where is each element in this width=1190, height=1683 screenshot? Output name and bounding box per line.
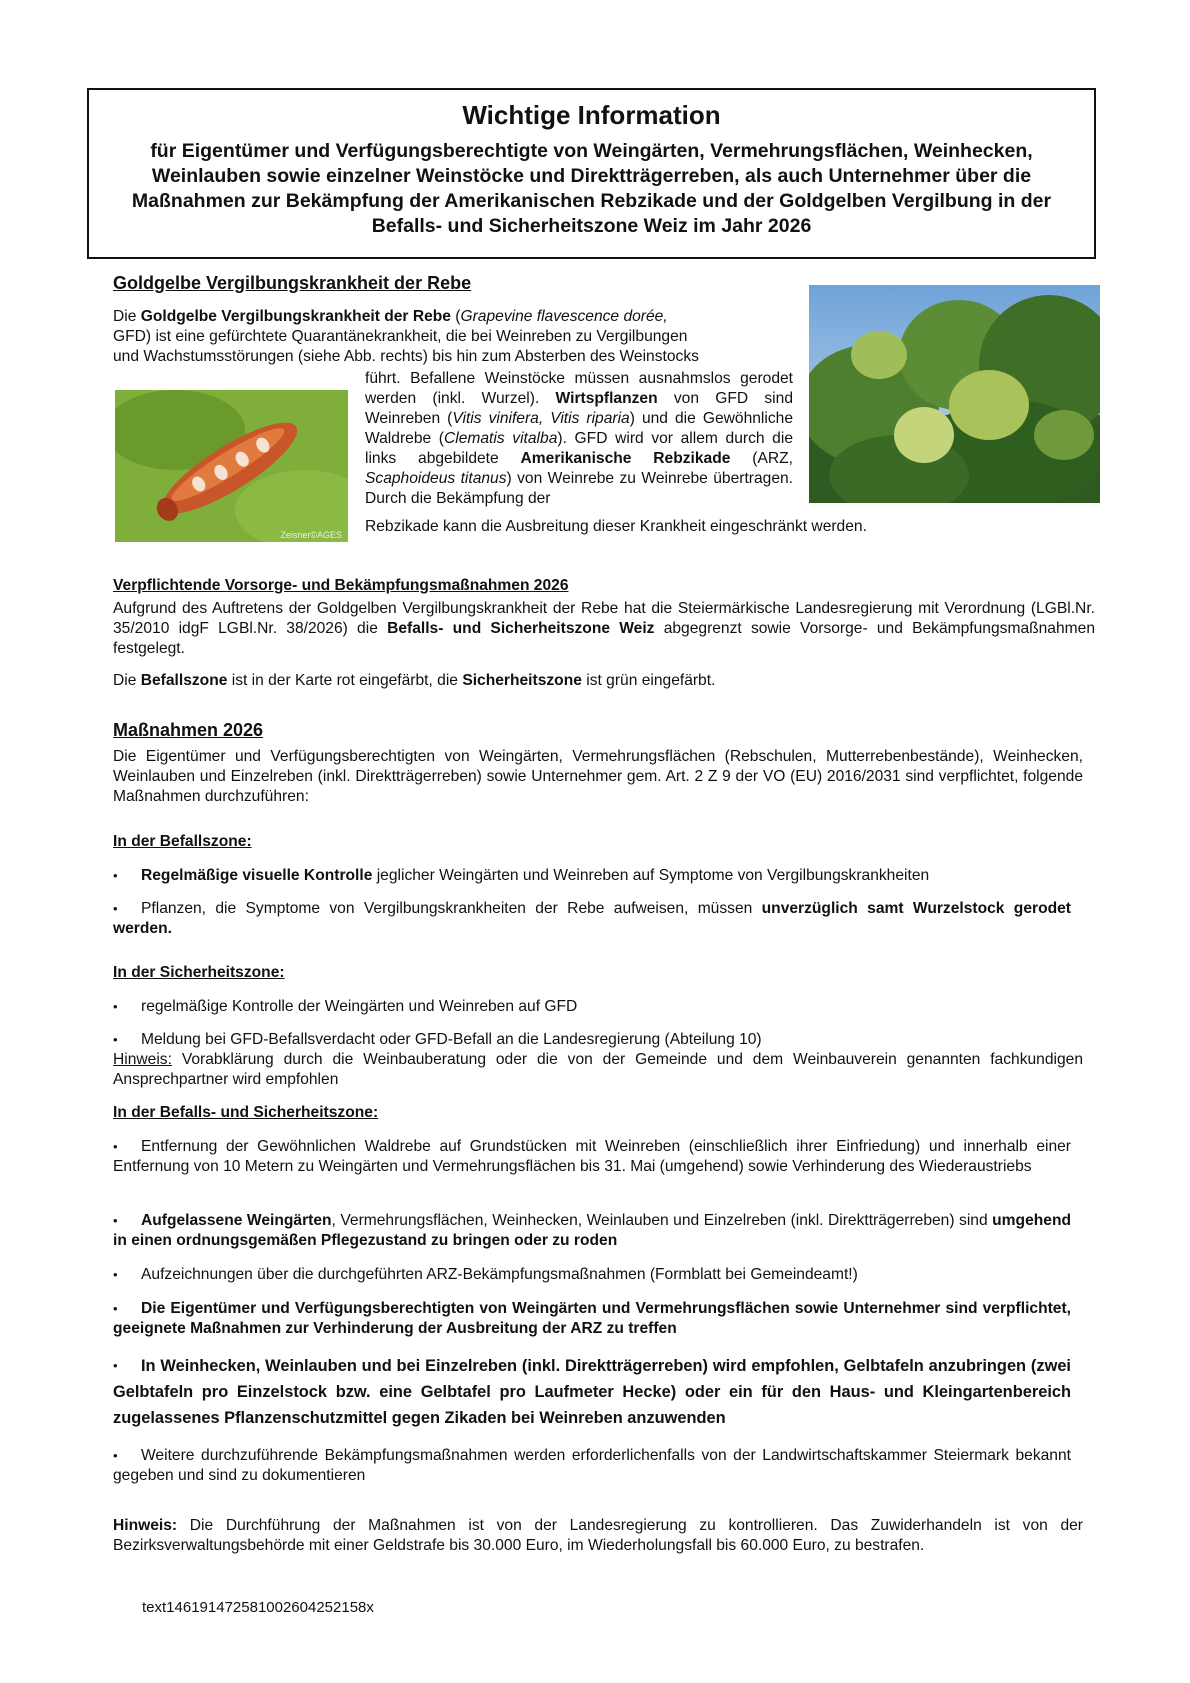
list-item: • Meldung bei GFD-Befallsverdacht oder GFD-Befall an die Landesregierung (Abteilung 10)	[113, 1031, 762, 1048]
vine-leaves-photo	[809, 285, 1100, 503]
gfd-paragraph-top: Die Goldgelbe Vergilbungskrankheit der Rebe (Grapevine flavescence dorée, GFD) ist eine gefürchtete Quarantänekrankheit, die bei Weinreben zu Vergilbungen und Wachstumsstörungen (siehe Abb. rechts) bis hin zum Absterben des Weinstocks	[113, 308, 699, 365]
gfd-paragraph-wrapped: führt. Befallene Weinstöcke müssen ausnahmslos gerodet werden (inkl. Wurzel). Wirtspflanzen von GFD sind Weinreben (Vitis vinifera, Vitis riparia) und die Gewöhnliche Waldrebe (Clematis vitalba). GFD wird vor allem durch die links abgebildete Amerikanische Rebzikade (ARZ, Scaphoideus titanus) von Weinrebe zu Weinrebe übertragen. Durch die Bekämpfung der	[365, 370, 793, 507]
section-heading-gfd: Goldgelbe Vergilbungskrankheit der Rebe	[113, 273, 472, 293]
list-item: • Die Eigentümer und Verfügungsberechtigten von Weingärten und Vermehrungsflächen sowie Unternehmer sind verpflichtet, geeignete Maßnahmen zur Verhinderung der Ausbreitung der ARZ zu treffen	[113, 1300, 1071, 1337]
massnahmen-intro: Die Eigentümer und Verfügungsberechtigten von Weingärten, Vermehrungsflächen (Rebschulen, Mutterrebenbestände), Weinhecken, Weinlauben und Einzelreben (inkl. Direktträgerreben) sowie Unternehmer gem. Art. 2 Z 9 der VO (EU) 2016/2031 sind verpflichtet, folgende Maßnahmen durchzuführen:	[113, 748, 1083, 805]
subheading-befallszone: In der Befallszone:	[113, 833, 252, 850]
list-item: • Aufgelassene Weingärten, Vermehrungsflächen, Weinhecken, Weinlauben und Einzelreben (inkl. Direktträgerreben) sind umgehend in einen ordnungsgemäßen Pflegezustand zu bringen oder zu roden	[113, 1212, 1071, 1249]
list-item: • Pflanzen, die Symptome von Vergilbungskrankheiten der Rebe aufweisen, müssen unverzüglich samt Wurzelstock gerodet werden.	[113, 900, 1071, 937]
photo-credit: Zeisner©AGES	[280, 530, 342, 540]
leafhopper-photo	[115, 390, 348, 542]
subheading-sicherheitszone: In der Sicherheitszone:	[113, 964, 285, 981]
page-subtitle: für Eigentümer und Verfügungsberechtigte von Weingärten, Vermehrungsflächen, Weinhecken, Weinlauben sowie einzelner Weinstöcke und Direktträgerreben, als auch Unternehmer über die Maßnahmen zur Bekämpfung der Amerikanischen Rebzikade und der Goldgelben Vergilbung in der Befalls- und Sicherheitszone Weiz im Jahr 2026	[131, 140, 1052, 237]
list-item: • Regelmäßige visuelle Kontrolle jeglicher Weingärten und Weinreben auf Symptome von Vergilbungskrankheiten	[113, 867, 930, 884]
gfd-paragraph-last-line: Rebzikade kann die Ausbreitung dieser Krankheit eingeschränkt werden.	[365, 518, 867, 535]
list-item: • regelmäßige Kontrolle der Weingärten und Weinreben auf GFD	[113, 998, 578, 1015]
list-item: • Weitere durchzuführende Bekämpfungsmaßnahmen werden erforderlichenfalls von der Landwirtschaftskammer Steiermark bekannt gegeben und sind zu dokumentieren	[113, 1447, 1071, 1484]
penalty-note: Hinweis: Die Durchführung der Maßnahmen ist von der Landesregierung zu kontrollieren. Das Zuwiderhandeln ist von der Bezirksverwaltungsbehörde mit einer Geldstrafe bis 30.000 Euro, im Wiederholungsfall bis 60.000 Euro, zu bestrafen.	[113, 1517, 1083, 1554]
section-heading-vorsorge: Verpflichtende Vorsorge- und Bekämpfungsmaßnahmen 2026	[113, 577, 569, 594]
subheading-beide-zonen: In der Befalls- und Sicherheitszone:	[113, 1104, 379, 1121]
section-heading-massnahmen: Maßnahmen 2026	[113, 720, 264, 740]
title-box	[87, 88, 1096, 259]
list-item: • Aufzeichnungen über die durchgeführten ARZ-Bekämpfungsmaßnahmen (Formblatt bei Gemeindeamt!)	[113, 1266, 858, 1283]
list-item: • Entfernung der Gewöhnlichen Waldrebe auf Grundstücken mit Weinreben (einschließlich ihrer Einfriedung) und innerhalb einer Entfernung von 10 Metern zu Weingärten und Vermehrungsflächen bis 31. Mai (umgehend) sowie Verhinderung des Wiederaustriebs	[113, 1138, 1071, 1175]
zone-colors-paragraph: Die Befallszone ist in der Karte rot eingefärbt, die Sicherheitszone ist grün eingefärbt.	[113, 672, 716, 689]
vorsorge-paragraph: Aufgrund des Auftretens der Goldgelben Vergilbungskrankheit der Rebe hat die Steiermärkische Landesregierung mit Verordnung (LGBl.Nr. 35/2010 idgF LGBl.Nr. 38/2026) die Befalls- und Sicherheitszone Weiz abgegrenzt sowie Vorsorge- und Bekämpfungsmaßnahmen festgelegt.	[113, 600, 1095, 657]
sicherheitszone-hint: Hinweis: Vorabklärung durch die Weinbauberatung oder die von der Gemeinde und dem Weinbauverein genannten fachkundigen Ansprechpartner wird empfohlen	[113, 1051, 1083, 1088]
vine-leaves-image	[809, 285, 1100, 503]
list-item: • In Weinhecken, Weinlauben und bei Einzelreben (inkl. Direktträgerreben) wird empfohlen, Gelbtafeln anzubringen (zwei Gelbtafeln pro Einzelstock bzw. eine Gelbtafel pro Laufmeter Hecke) oder ein für den Haus- und Kleingartenbereich zugelassenes Pflanzenschutzmittel gegen Zikaden bei Weinreben anzuwenden	[113, 1357, 1071, 1427]
leafhopper-image	[115, 390, 348, 542]
document-id: text14619147258100260425​2158x	[142, 1599, 374, 1616]
page-title: Wichtige Information	[462, 100, 721, 130]
